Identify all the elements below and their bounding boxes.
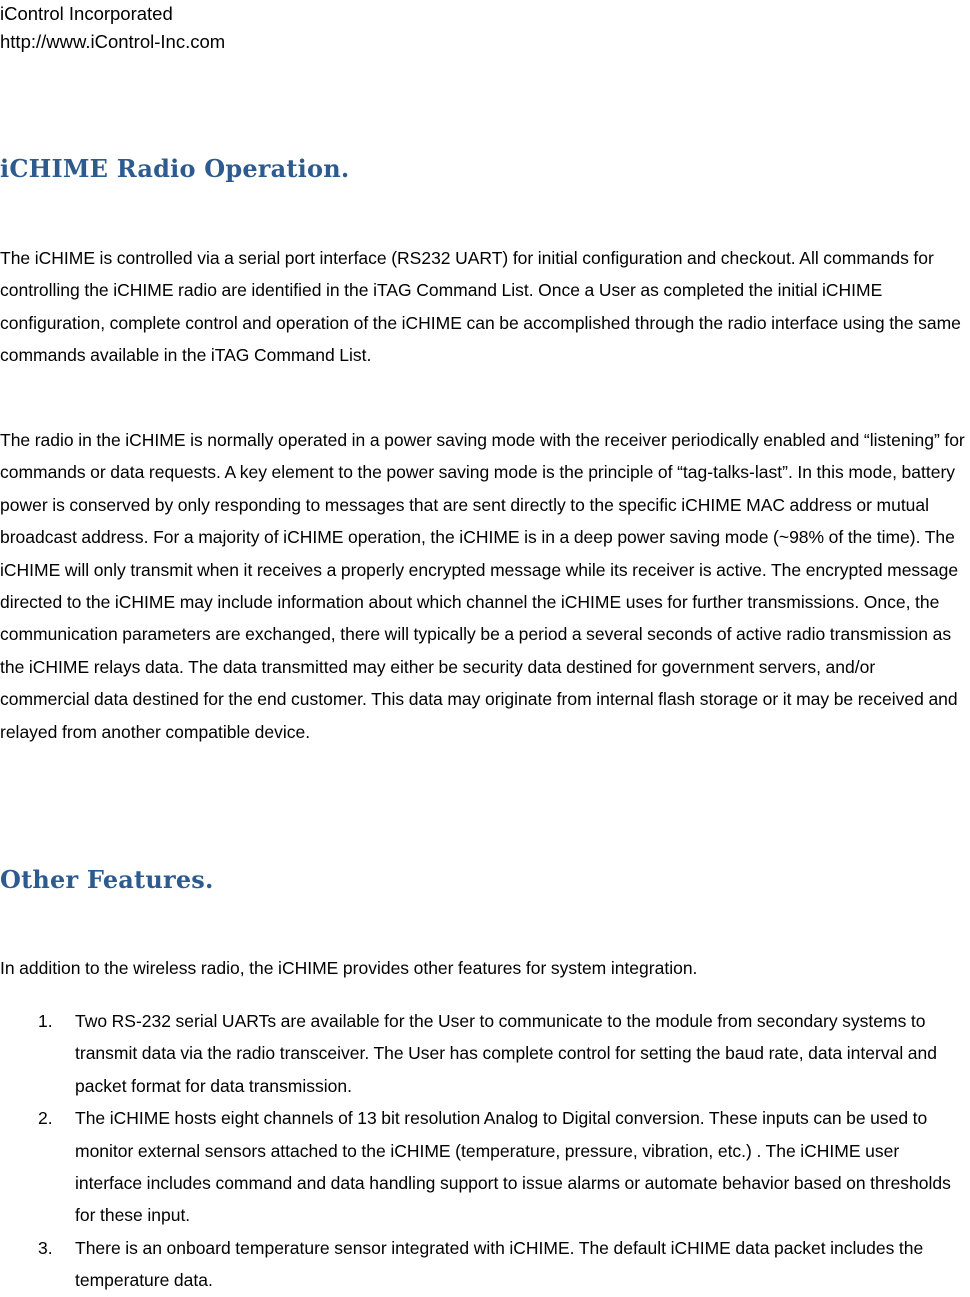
section-title-radio-operation: iCHIME Radio Operation. [0, 154, 350, 183]
feature-list [0, 1005, 968, 1297]
company-url: http://www.iControl-Inc.com [0, 31, 226, 52]
list-item-number: 3. [38, 1237, 53, 1258]
company-name: iControl Incorporated [0, 3, 173, 24]
paragraph-features-intro: In addition to the wireless radio, the iCHIME provides other features for system integration. [0, 958, 698, 978]
list-item-number: 2. [38, 1108, 53, 1129]
section-title-other-features: Other Features. [0, 865, 214, 894]
list-item-text: There is an onboard temperature sensor integrated with iCHIME. The default iCHIME data packet includes the temperature data. [75, 1237, 924, 1291]
paragraph-serial-interface: The iCHIME is controlled via a serial port interface (RS232 UART) for initial configuration and checkout. All commands for controlling the iCHIME radio are identified in the iTAG Command List. Once a User as completed the initial iCHIME configuration, complete control and operation of the iCHIME can be accomplished through the radio interface using the same commands available in the iTAG Command List. [0, 248, 961, 366]
list-item-number: 1. [38, 1011, 53, 1031]
list-item [0, 1102, 968, 1232]
list-item-text: The iCHIME hosts eight channels of 13 bit resolution Analog to Digital conversion. These inputs can be used to monitor external sensors attached to the iCHIME (temperature, pressure, vibration, etc.) . The iCHIME user interface includes command and data handling support to issue alarms or automate behavior based on thresholds for these input. [75, 1108, 951, 1226]
list-item [0, 1232, 968, 1297]
list-item-text: Two RS-232 serial UARTs are available for the User to communicate to the module from secondary systems to transmit data via the radio transceiver. The User has complete control for setting the baud rate, data interval and packet format for data transmission. [75, 1011, 937, 1096]
page-header [0, 0, 225, 56]
list-item [0, 1005, 968, 1102]
paragraph-power-saving: The radio in the iCHIME is normally operated in a power saving mode with the receiver periodically enabled and “listening” for commands or data requests. A key element to the power saving mode is the principle of “tag-talks-last”. In this mode, battery power is conserved by only responding to messages that are sent directly to the specific iCHIME MAC address or mutual broadcast address. For a majority of iCHIME operation, the iCHIME is in a deep power saving mode (~98% of the time). The iCHIME will only transmit when it receives a properly encrypted message while its receiver is active. The encrypted message directed to the iCHIME may include information about which channel the iCHIME uses for further transmissions. Once, the communication parameters are exchanged, there will typically be a period a several seconds of active radio transmission as the iCHIME relays data. The data transmitted may either be security data destined for government servers, and/or commercial data destined for the end customer. This data may originate from internal flash storage or it may be received and relayed from another compatible device. [0, 430, 965, 742]
